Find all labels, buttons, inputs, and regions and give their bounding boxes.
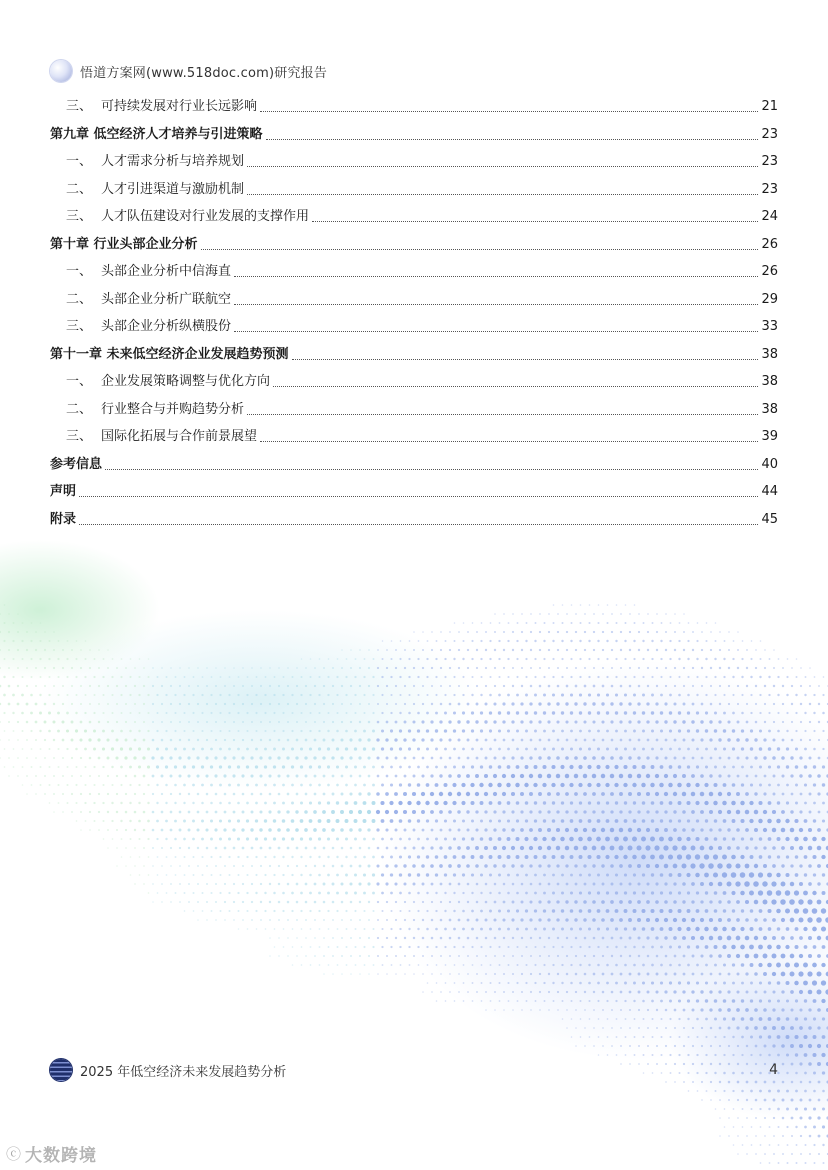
- toc-section-entry[interactable]: [50, 286, 778, 314]
- header-title: 悟道方案网(www.518doc.com)研究报告: [80, 65, 328, 81]
- toc-section-entry[interactable]: [50, 258, 778, 286]
- toc-entry-page: 40: [761, 456, 778, 472]
- toc-chapter-entry[interactable]: [50, 478, 778, 506]
- toc-entry-label: 头部企业分析广联航空: [101, 291, 232, 307]
- toc-entry-number: 三、: [66, 209, 93, 225]
- toc-entry-page: 24: [761, 209, 778, 225]
- toc-entry-number: 一、: [66, 154, 93, 170]
- toc-dot-leader: [234, 304, 758, 305]
- toc-entry-number: 三、: [66, 429, 93, 445]
- toc-entry-label: 附录: [50, 511, 77, 527]
- toc-entry-page: 44: [761, 484, 778, 500]
- site-logo-icon: [50, 60, 72, 82]
- toc-section-entry[interactable]: [50, 396, 778, 424]
- toc-section-entry[interactable]: [50, 313, 778, 341]
- toc-dot-leader: [247, 166, 758, 167]
- toc-entry-label: 行业整合与并购趋势分析: [101, 401, 245, 417]
- toc-entry-page: 29: [761, 291, 778, 307]
- toc-entry-label: 第九章 低空经济人才培养与引进策略: [50, 126, 263, 142]
- toc-entry-label: 声明: [50, 484, 77, 500]
- toc-entry-number: 三、: [66, 319, 93, 335]
- watermark-text: 大数跨境: [25, 1145, 98, 1166]
- toc-section-entry[interactable]: [50, 423, 778, 451]
- toc-dot-leader: [266, 139, 759, 140]
- toc-chapter-entry[interactable]: [50, 231, 778, 259]
- toc-entry-label: 人才需求分析与培养规划: [101, 154, 245, 170]
- watermark: [6, 1141, 97, 1165]
- toc-entry-label: 第十一章 未来低空经济企业发展趋势预测: [50, 346, 289, 362]
- toc-dot-leader: [234, 331, 758, 332]
- toc-dot-leader: [260, 441, 758, 442]
- toc-entry-number: 二、: [66, 181, 93, 197]
- toc-dot-leader: [201, 249, 759, 250]
- toc-dot-leader: [260, 111, 758, 112]
- toc-entry-label: 头部企业分析纵横股份: [101, 319, 232, 335]
- toc-entry-label: 参考信息: [50, 456, 103, 472]
- toc-entry-number: 一、: [66, 264, 93, 280]
- toc-section-entry[interactable]: [50, 93, 778, 121]
- toc-entry-label: 人才引进渠道与激励机制: [101, 181, 245, 197]
- toc-entry-page: 23: [761, 126, 778, 142]
- toc-chapter-entry[interactable]: [50, 506, 778, 534]
- footer-page-number: 4: [769, 1062, 778, 1078]
- toc-section-entry[interactable]: [50, 368, 778, 396]
- toc-entry-page: 23: [761, 154, 778, 170]
- toc-entry-page: 33: [761, 319, 778, 335]
- page-header: [50, 59, 327, 83]
- page-footer: [50, 1058, 778, 1082]
- toc-chapter-entry[interactable]: [50, 451, 778, 479]
- report-logo-icon: [50, 1059, 72, 1081]
- footer-report-title: 2025 年低空经济未来发展趋势分析: [80, 1064, 287, 1080]
- toc-dot-leader: [105, 469, 758, 470]
- toc-dot-leader: [79, 496, 758, 497]
- toc-chapter-entry[interactable]: [50, 121, 778, 149]
- toc-entry-page: 26: [761, 264, 778, 280]
- toc-chapter-entry[interactable]: [50, 341, 778, 369]
- toc-dot-leader: [312, 221, 758, 222]
- toc-entry-number: 一、: [66, 374, 93, 390]
- toc-dot-leader: [247, 414, 758, 415]
- toc-dot-leader: [79, 524, 758, 525]
- chat-bubble-icon: ⓒ: [6, 1144, 22, 1163]
- toc-dot-leader: [292, 359, 759, 360]
- toc-dot-leader: [247, 194, 758, 195]
- toc-entry-page: 23: [761, 181, 778, 197]
- toc-entry-page: 39: [761, 429, 778, 445]
- table-of-contents: [50, 93, 778, 533]
- toc-section-entry[interactable]: [50, 176, 778, 204]
- toc-entry-number: 二、: [66, 291, 93, 307]
- toc-entry-number: 二、: [66, 401, 93, 417]
- toc-section-entry[interactable]: [50, 148, 778, 176]
- toc-entry-page: 38: [761, 374, 778, 390]
- toc-entry-page: 21: [761, 99, 778, 115]
- toc-dot-leader: [273, 386, 758, 387]
- toc-entry-label: 第十章 行业头部企业分析: [50, 236, 198, 252]
- toc-entry-page: 45: [761, 511, 778, 527]
- toc-entry-label: 头部企业分析中信海直: [101, 264, 232, 280]
- toc-entry-label: 国际化拓展与合作前景展望: [101, 429, 258, 445]
- toc-entry-page: 26: [761, 236, 778, 252]
- toc-entry-label: 可持续发展对行业长远影响: [101, 99, 258, 115]
- toc-section-entry[interactable]: [50, 203, 778, 231]
- toc-entry-page: 38: [761, 401, 778, 417]
- toc-entry-label: 企业发展策略调整与优化方向: [101, 374, 271, 390]
- toc-entry-page: 38: [761, 346, 778, 362]
- toc-entry-number: 三、: [66, 99, 93, 115]
- toc-dot-leader: [234, 276, 758, 277]
- toc-entry-label: 人才队伍建设对行业发展的支撑作用: [101, 209, 310, 225]
